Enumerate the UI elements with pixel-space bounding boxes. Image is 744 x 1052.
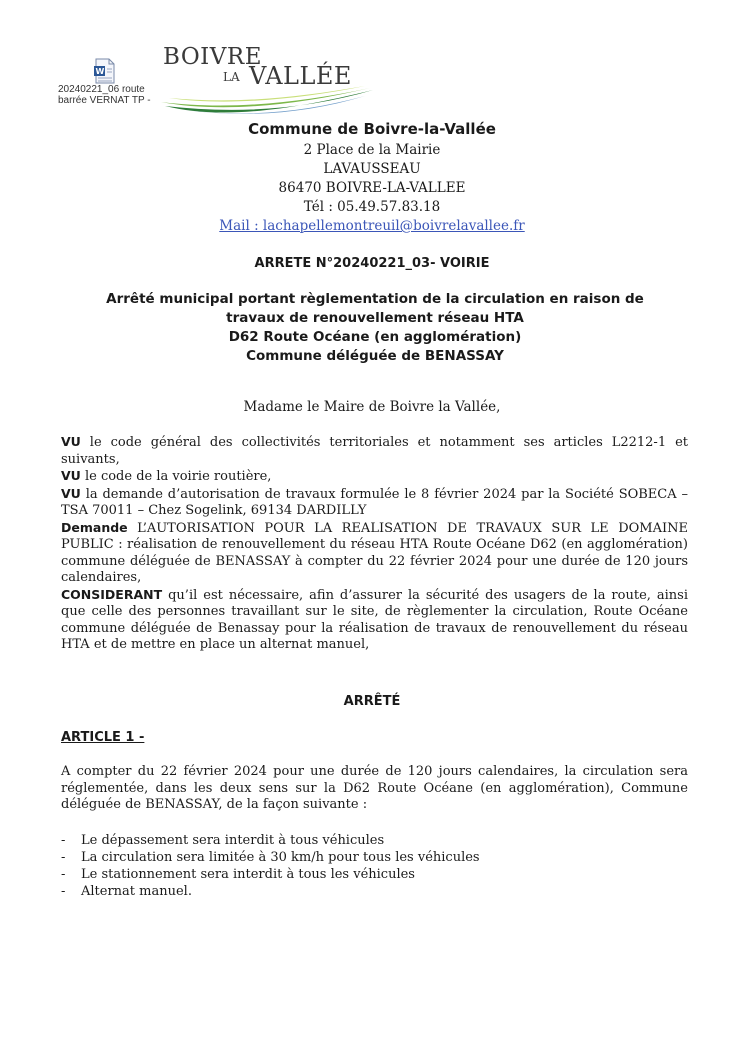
list-item-text: Le stationnement sera interdit à tous les véhicules [81, 867, 415, 882]
consideration-text: la demande d’autorisation de travaux formulée le 8 février 2024 par la Société SOBECA – TSA 70011 – Chez Sogelink, 69134 DARDILLY [61, 486, 688, 518]
list-item [61, 849, 661, 866]
list-item-text: Le dépassement sera interdit à tous véhicules [81, 833, 385, 848]
embedded-attachment[interactable] [58, 58, 168, 106]
phone-number: Tél : 05.49.57.83.18 [303, 199, 441, 215]
consideration-text: qu’il est nécessaire, afin d’assurer la sécurité des usagers de la route, ainsi que celle des personnes travaillant sur le site, de règlementer la circulation, Route Océane commune déléguée de Benassay pour la réalisation de travaux de renouvellement du réseau HTA et de mettre en place un alternat manuel, [61, 587, 688, 652]
list-bullet: - [61, 884, 66, 899]
consideration-text: L’AUTORISATION POUR LA REALISATION DE TRAVAUX SUR LE DOMAINE PUBLIC : réalisation de renouvellement du réseau HTA Route Océane D62 (en agglomération) commune déléguée de BENASSAY à compter du 22 février 2024 pour une durée de 120 jours calendaires, [61, 520, 688, 585]
attachment-name-line1: 20240221_06 route [58, 84, 145, 95]
title-line-3: D62 Route Océane (en agglomération) [228, 329, 522, 345]
consideration-item [61, 520, 688, 587]
consideration-item [61, 468, 688, 486]
logo-word-la: LA [223, 70, 240, 84]
consideration-lead: VU [61, 434, 81, 449]
letterhead [0, 120, 744, 236]
consideration-lead: VU [61, 468, 81, 483]
list-item-text: Alternat manuel. [81, 884, 192, 899]
address-line-3: 86470 BOIVRE-LA-VALLEE [278, 180, 466, 196]
consideration-item [61, 434, 688, 468]
consideration-lead: VU [61, 485, 81, 501]
title-line-2: travaux de renouvellement réseau HTA [226, 310, 524, 326]
commune-name: Commune de Boivre-la-Vallée [248, 120, 496, 138]
list-item [61, 866, 661, 883]
arrete-title [60, 290, 690, 366]
list-bullet: - [61, 867, 66, 882]
svg-text:W: W [95, 67, 105, 76]
list-bullet: - [61, 850, 66, 865]
list-item [61, 832, 661, 849]
logo-word-boivre: BOIVRE [163, 44, 262, 70]
address-line-1: 2 Place de la Mairie [303, 142, 441, 158]
list-item [61, 883, 661, 900]
title-line-4: Commune déléguée de BENASSAY [246, 348, 504, 364]
consideration-item [61, 486, 688, 520]
email-link[interactable]: Mail : lachapellemontreuil@boivrelavallee.fr [219, 218, 525, 234]
consideration-text: le code général des collectivités territoriales et notamment ses articles L2212-1 et suivants, [61, 435, 688, 467]
article-1-list [61, 832, 661, 900]
list-bullet: - [61, 833, 66, 848]
logo-word-vallee: VALLÉE [249, 62, 352, 90]
title-line-1: Arrêté municipal portant règlementation de la circulation en raison de [106, 291, 644, 307]
greeting: Madame le Maire de Boivre la Vallée, [243, 399, 501, 415]
consideration-lead: Demande [61, 519, 128, 535]
arrete-heading: ARRÊTÉ [343, 694, 401, 709]
logo-wave-icon [155, 84, 380, 116]
list-item-text: La circulation sera limitée à 30 km/h pour tous les véhicules [81, 850, 480, 865]
consideration-text: le code de la voirie routière, [80, 469, 272, 484]
attachment-name-line2: barrée VERNAT TP - [58, 95, 151, 106]
boivre-la-vallee-logo [155, 40, 385, 120]
article-1-text: A compter du 22 février 2024 pour une durée de 120 jours calendaires, la circulation sera réglementée, dans les deux sens sur la D62 Route Océane (en agglomération), Commune déléguée de BENASSAY, de la façon suivante : [61, 764, 688, 812]
arrete-number: ARRETE N°20240221_03- VOIRIE [254, 256, 490, 271]
considerations [61, 434, 688, 654]
word-document-icon[interactable] [94, 58, 116, 84]
article-1-heading: ARTICLE 1 - [61, 730, 145, 745]
address-line-2: LAVAUSSEAU [323, 161, 421, 177]
consideration-item [61, 587, 688, 654]
consideration-lead: CONSIDERANT [61, 586, 163, 602]
